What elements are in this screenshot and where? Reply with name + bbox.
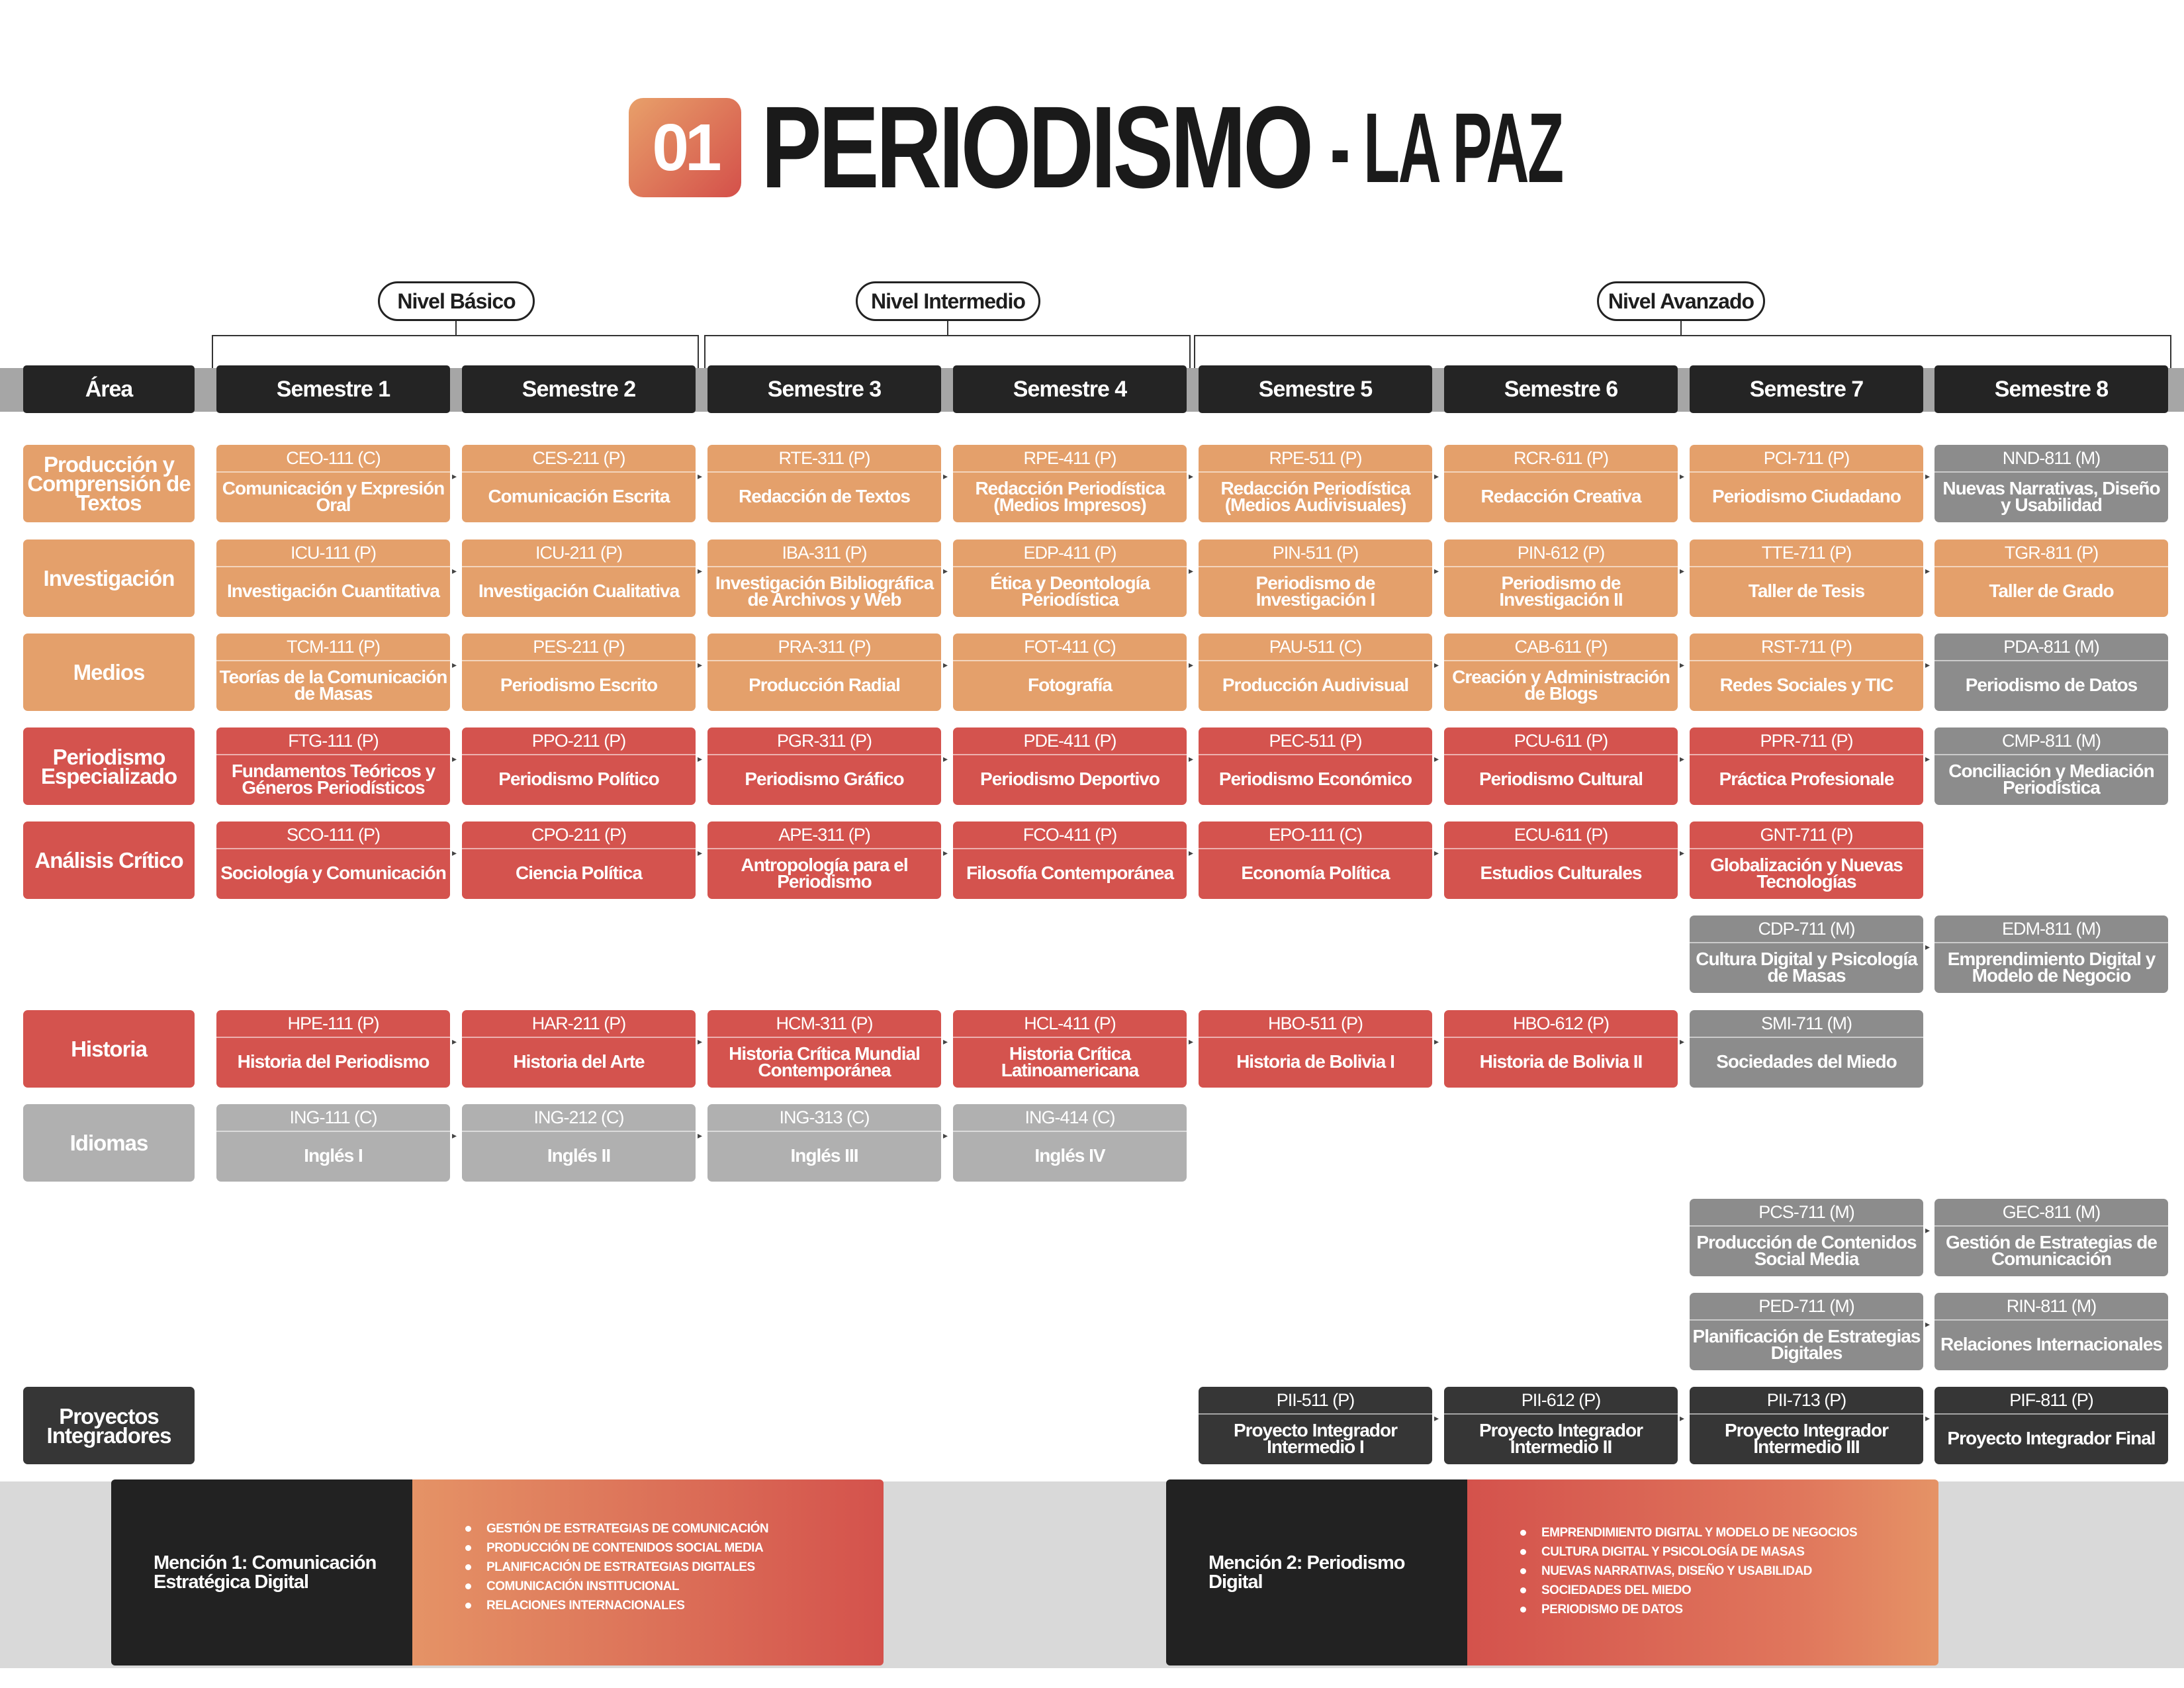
course-box[interactable] [216,1010,450,1088]
title-suffix-text: - LA PAZ [1330,91,1563,203]
mencion-2-item: SOCIEDADES DEL MIEDO [1520,1581,1938,1600]
mencion-1-item: GESTIÓN DE ESTRATEGIAS DE COMUNICACIÓN [465,1519,884,1538]
course-code: ING-111 (C) [216,1104,450,1132]
connector-arrow-icon: ▸ [698,753,703,764]
course-box[interactable] [216,539,450,617]
connector-arrow-icon: ▸ [1434,659,1439,670]
course-name: Gestión de Estrategias de Comunicación [1946,1231,2157,1269]
mencion-2-list-block [1467,1479,1938,1665]
course-box[interactable] [953,1010,1187,1088]
course-code: PIN-511 (P) [1199,539,1432,567]
mencion-1-item: PRODUCCIÓN DE CONTENIDOS SOCIAL MEDIA [465,1538,884,1558]
course-name: Periodismo Económico [1218,769,1412,789]
course-name: Comunicación Escrita [488,486,670,506]
mencion-2-item: CULTURA DIGITAL Y PSICOLOGÍA DE MASAS [1520,1542,1938,1562]
connector-arrow-icon: ▸ [1925,659,1931,670]
course-name: Periodismo de Datos [1965,675,2138,695]
course-code: PGR-311 (P) [707,727,941,755]
course-box[interactable] [1690,727,1923,805]
mencion-1-title-block [111,1479,412,1665]
course-box[interactable] [1690,1293,1923,1370]
course-code: CMP-811 (M) [1934,727,2168,755]
course-box[interactable] [1934,1199,2168,1276]
mencion-2-title-block [1166,1479,1467,1665]
course-box[interactable] [1199,1387,1432,1464]
mencion-2-item: NUEVAS NARRATIVAS, DISEÑO Y USABILIDAD [1520,1562,1938,1581]
course-box[interactable] [1690,1199,1923,1276]
course-name: Emprendimiento Digital y Modelo de Negocio [1947,948,2156,986]
course-code: TCM-111 (P) [216,633,450,661]
course-box[interactable] [953,727,1187,805]
course-name: Redacción Creativa [1480,486,1641,506]
course-box[interactable] [1934,915,2168,993]
course-name: Economía Política [1241,863,1390,883]
mencion-1-list [465,1519,884,1615]
course-name: Historia Crítica Mundial Contemporánea [729,1043,920,1080]
course-code: RPE-411 (P) [953,445,1187,473]
course-box[interactable] [953,445,1187,522]
course-box[interactable] [1199,633,1432,711]
connector-arrow-icon: ▸ [1434,1413,1439,1423]
course-name: Redes Sociales y TIC [1719,675,1893,695]
course-name: Nuevas Narrativas, Diseño y Usabilidad [1942,477,2160,515]
course-name: Producción de Contenidos Social Media [1696,1231,1917,1269]
course-box[interactable] [707,727,941,805]
course-code: CES-211 (P) [462,445,696,473]
course-box[interactable] [1444,539,1678,617]
course-name: Producción Audivisual [1222,675,1409,695]
course-code: PII-713 (P) [1690,1387,1923,1415]
connector-arrow-icon: ▸ [1925,1413,1931,1423]
course-code: EPO-111 (C) [1199,821,1432,849]
level-basic-stem [455,321,457,335]
course-box[interactable] [462,445,696,522]
course-name: Periodismo Ciudadano [1712,486,1901,506]
course-name: Redacción Periodística (Medios Audivisuales) [1220,477,1410,515]
course-box[interactable] [707,539,941,617]
course-box[interactable] [1690,1387,1923,1464]
course-code: HBO-612 (P) [1444,1010,1678,1038]
course-code: HAR-211 (P) [462,1010,696,1038]
connector-arrow-icon: ▸ [1434,471,1439,481]
level-intermediate-bracket [704,335,1191,369]
course-name: Investigación Bibliográfica de Archivos y Web [715,572,934,610]
connector-arrow-icon: ▸ [943,753,948,764]
course-name: Comunicación y Expresión Oral [222,477,445,515]
course-code: HCL-411 (P) [953,1010,1187,1038]
course-box[interactable] [707,445,941,522]
course-code: HBO-511 (P) [1199,1010,1432,1038]
course-code: CEO-111 (C) [216,445,450,473]
course-name: Ética y Deontología Periodística [990,572,1150,610]
course-name: Historia de Bolivia II [1479,1051,1643,1072]
course-name: Creación y Administración de Blogs [1452,666,1670,704]
course-code: APE-311 (P) [707,821,941,849]
course-box[interactable] [462,727,696,805]
course-code: TGR-811 (P) [1934,539,2168,567]
connector-arrow-icon: ▸ [452,565,457,576]
area-label: Periodismo Especializado [23,727,195,805]
course-code: ICU-211 (P) [462,539,696,567]
connector-arrow-icon: ▸ [943,565,948,576]
course-box[interactable] [1199,445,1432,522]
course-name: Conciliación y Mediación Periodística [1948,760,2154,798]
course-name: Periodismo Escrito [500,675,658,695]
course-name: Redacción de Textos [738,486,910,506]
connector-arrow-icon: ▸ [1680,847,1685,858]
mencion-1-title: Mención 1: Comunicación Estratégica Digital [154,1552,377,1593]
connector-arrow-icon: ▸ [943,1036,948,1047]
connector-arrow-icon: ▸ [698,847,703,858]
area-label: Investigación [23,539,195,617]
course-code: EDM-811 (M) [1934,915,2168,943]
course-name: Periodismo Gráfico [745,769,904,789]
connector-arrow-icon: ▸ [1680,659,1685,670]
course-box[interactable] [1199,821,1432,899]
course-code: PPR-711 (P) [1690,727,1923,755]
course-box[interactable] [462,821,696,899]
course-name: Cultura Digital y Psicología de Masas [1696,948,1917,986]
semester-header-6: Semestre 6 [1444,365,1678,413]
course-code: PES-211 (P) [462,633,696,661]
course-name: Historia de Bolivia I [1236,1051,1394,1072]
course-box[interactable] [1444,821,1678,899]
course-code: FCO-411 (P) [953,821,1187,849]
course-name: Ciencia Política [516,863,642,883]
course-box[interactable] [462,633,696,711]
course-code: CDP-711 (M) [1690,915,1923,943]
area-label: Proyectos Integradores [23,1387,195,1464]
course-name: Inglés IV [1034,1145,1105,1166]
course-code: PDE-411 (P) [953,727,1187,755]
course-code: PCI-711 (P) [1690,445,1923,473]
course-box[interactable] [1934,1387,2168,1464]
course-name: Planificación de Estrategias Digitales [1692,1325,1921,1363]
mencion-2-item: EMPRENDIMIENTO DIGITAL Y MODELO DE NEGOCIOS [1520,1523,1938,1542]
course-box[interactable] [1690,1010,1923,1088]
course-code: GEC-811 (M) [1934,1199,2168,1227]
area-label: Análisis Crítico [23,821,195,899]
course-box[interactable] [1934,1293,2168,1370]
course-code: RST-711 (P) [1690,633,1923,661]
course-code: CAB-611 (P) [1444,633,1678,661]
connector-arrow-icon: ▸ [943,659,948,670]
connector-arrow-icon: ▸ [452,659,457,670]
semester-header-4: Semestre 4 [953,365,1187,413]
course-name: Teorías de la Comunicación de Masas [219,666,447,704]
course-name: Relaciones Internacionales [1940,1334,2163,1354]
connector-arrow-icon: ▸ [452,1130,457,1141]
course-box[interactable] [1444,1010,1678,1088]
course-code: IBA-311 (P) [707,539,941,567]
course-box[interactable] [216,1104,450,1182]
course-code: FOT-411 (C) [953,633,1187,661]
connector-arrow-icon: ▸ [1925,1225,1931,1235]
connector-arrow-icon: ▸ [1680,565,1685,576]
course-name: Antropología para el Periodismo [741,854,908,892]
connector-arrow-icon: ▸ [698,1130,703,1141]
connector-arrow-icon: ▸ [1189,847,1194,858]
course-code: PED-711 (M) [1690,1293,1923,1321]
connector-arrow-icon: ▸ [1925,565,1931,576]
connector-arrow-icon: ▸ [1925,753,1931,764]
course-code: ING-414 (C) [953,1104,1187,1132]
level-basic-pill: Nivel Básico [378,281,535,321]
course-code: PAU-511 (C) [1199,633,1432,661]
course-box[interactable] [1690,633,1923,711]
course-box[interactable] [1934,445,2168,522]
connector-arrow-icon: ▸ [1434,847,1439,858]
area-label: Medios [23,633,195,711]
course-code: PIF-811 (P) [1934,1387,2168,1415]
title-main-text: PERIODISMO [761,83,1311,212]
course-name: Práctica Profesionale [1719,769,1894,789]
course-name: Fundamentos Teóricos y Géneros Periodísticos [231,760,435,798]
semester-header-2: Semestre 2 [462,365,696,413]
semester-header-8: Semestre 8 [1934,365,2168,413]
course-box[interactable] [707,821,941,899]
course-code: GNT-711 (P) [1690,821,1923,849]
course-code: ICU-111 (P) [216,539,450,567]
course-box[interactable] [1199,539,1432,617]
course-box[interactable] [1444,727,1678,805]
semester-header-3: Semestre 3 [707,365,941,413]
connector-arrow-icon: ▸ [698,471,703,481]
course-box[interactable] [1690,539,1923,617]
mencion-2-title: Mención 2: Periodismo Digital [1208,1552,1405,1593]
connector-arrow-icon: ▸ [452,847,457,858]
connector-arrow-icon: ▸ [698,565,703,576]
connector-arrow-icon: ▸ [698,1036,703,1047]
course-box[interactable] [1690,915,1923,993]
area-label: Producción y Comprensión de Textos [23,445,195,522]
connector-arrow-icon: ▸ [943,847,948,858]
course-box[interactable] [216,727,450,805]
connector-arrow-icon: ▸ [1434,753,1439,764]
mencion-1-item: COMUNICACIÓN INSTITUCIONAL [465,1577,884,1596]
page-title [761,85,1717,211]
course-name: Historia del Arte [513,1051,645,1072]
course-name: Redacción Periodística (Medios Impresos) [975,477,1165,515]
course-name: Inglés II [547,1145,611,1166]
course-code: RPE-511 (P) [1199,445,1432,473]
course-name: Inglés III [790,1145,858,1166]
connector-arrow-icon: ▸ [1925,941,1931,952]
course-box[interactable] [216,445,450,522]
course-name: Investigación Cuantitativa [227,581,439,601]
course-box[interactable] [1444,633,1678,711]
course-code: PEC-511 (P) [1199,727,1432,755]
course-code: TTE-711 (P) [1690,539,1923,567]
course-box[interactable] [1934,539,2168,617]
course-name: Proyecto Integrador Intermedio II [1479,1419,1643,1457]
mencion-2-list [1520,1523,1938,1619]
course-name: Periodismo de Investigación II [1499,572,1623,610]
course-name: Periodismo Deportivo [980,769,1160,789]
connector-arrow-icon: ▸ [1189,565,1194,576]
course-name: Filosofía Contemporánea [966,863,1174,883]
area-label: Historia [23,1010,195,1088]
course-box[interactable] [1444,445,1678,522]
course-box[interactable] [462,539,696,617]
course-box[interactable] [1199,1010,1432,1088]
course-code: HPE-111 (P) [216,1010,450,1038]
level-advanced-pill: Nivel Avanzado [1597,281,1765,321]
semester-header-1: Semestre 1 [216,365,450,413]
connector-arrow-icon: ▸ [452,753,457,764]
course-code: EDP-411 (P) [953,539,1187,567]
course-box[interactable] [216,633,450,711]
course-name: Sociología y Comunicación [220,863,446,883]
course-code: RIN-811 (M) [1934,1293,2168,1321]
course-box[interactable] [707,633,941,711]
course-name: Proyecto Integrador Final [1947,1428,2156,1448]
course-code: PRA-311 (P) [707,633,941,661]
course-code: ING-212 (C) [462,1104,696,1132]
course-name: Periodismo Político [498,769,659,789]
connector-arrow-icon: ▸ [1680,753,1685,764]
header-area: Área [23,365,195,413]
connector-arrow-icon: ▸ [1680,471,1685,481]
connector-arrow-icon: ▸ [1925,471,1931,481]
connector-arrow-icon: ▸ [943,1130,948,1141]
course-name: Periodismo de Investigación I [1255,572,1375,610]
connector-arrow-icon: ▸ [1189,659,1194,670]
course-box[interactable] [1934,633,2168,711]
area-label: Idiomas [23,1104,195,1182]
mencion-2-item: PERIODISMO DE DATOS [1520,1600,1938,1619]
course-code: PPO-211 (P) [462,727,696,755]
connector-arrow-icon: ▸ [1434,1036,1439,1047]
level-advanced-stem [1680,321,1682,335]
course-name: Estudios Culturales [1480,863,1642,883]
course-code: PCS-711 (M) [1690,1199,1923,1227]
course-box[interactable] [1934,727,2168,805]
course-name: Producción Radial [749,675,900,695]
course-code: SMI-711 (M) [1690,1010,1923,1038]
course-code: CPO-211 (P) [462,821,696,849]
course-name: Taller de Tesis [1748,581,1865,601]
connector-arrow-icon: ▸ [943,471,948,481]
course-name: Fotografía [1028,675,1112,695]
mencion-1-item: PLANIFICACIÓN DE ESTRATEGIAS DIGITALES [465,1558,884,1577]
course-box[interactable] [1690,445,1923,522]
connector-arrow-icon: ▸ [452,471,457,481]
course-name: Periodismo Cultural [1479,769,1643,789]
course-box[interactable] [462,1104,696,1182]
course-name: Proyecto Integrador Intermedio I [1233,1419,1398,1457]
connector-arrow-icon: ▸ [1434,565,1439,576]
course-code: ING-313 (C) [707,1104,941,1132]
course-code: PIN-612 (P) [1444,539,1678,567]
level-basic-bracket [212,335,699,369]
course-box[interactable] [707,1010,941,1088]
connector-arrow-icon: ▸ [1925,1319,1931,1329]
level-intermediate-stem [947,321,948,335]
connector-arrow-icon: ▸ [1189,1036,1194,1047]
course-code: PII-511 (P) [1199,1387,1432,1415]
course-box[interactable] [1690,821,1923,899]
course-box[interactable] [216,821,450,899]
course-code: ECU-611 (P) [1444,821,1678,849]
connector-arrow-icon: ▸ [452,1036,457,1047]
course-name: Proyecto Integrador Intermedio III [1724,1419,1889,1457]
mencion-1-item: RELACIONES INTERNACIONALES [465,1596,884,1615]
level-intermediate-pill: Nivel Intermedio [856,281,1040,321]
course-code: NND-811 (M) [1934,445,2168,473]
course-name: Taller de Grado [1989,581,2114,601]
course-name: Investigación Cualitativa [478,581,680,601]
course-code: RTE-311 (P) [707,445,941,473]
course-code: FTG-111 (P) [216,727,450,755]
semester-header-7: Semestre 7 [1690,365,1923,413]
course-box[interactable] [953,539,1187,617]
connector-arrow-icon: ▸ [1680,1413,1685,1423]
course-code: SCO-111 (P) [216,821,450,849]
mencion-1-list-block [412,1479,884,1665]
course-name: Historia Crítica Latinoamericana [1001,1043,1139,1080]
course-code: HCM-311 (P) [707,1010,941,1038]
course-box[interactable] [462,1010,696,1088]
connector-arrow-icon: ▸ [698,659,703,670]
course-name: Inglés I [304,1145,363,1166]
course-code: RCR-611 (P) [1444,445,1678,473]
course-code: PII-612 (P) [1444,1387,1678,1415]
course-box[interactable] [953,821,1187,899]
course-box[interactable] [953,633,1187,711]
course-box[interactable] [1199,727,1432,805]
connector-arrow-icon: ▸ [1680,1036,1685,1047]
connector-arrow-icon: ▸ [1189,753,1194,764]
course-name: Sociedades del Miedo [1716,1051,1897,1072]
title-badge: 01 [629,98,741,197]
course-box[interactable] [707,1104,941,1182]
course-name: Globalización y Nuevas Tecnologías [1710,854,1903,892]
course-code: PCU-611 (P) [1444,727,1678,755]
course-box[interactable] [953,1104,1187,1182]
semester-header-5: Semestre 5 [1199,365,1432,413]
course-name: Historia del Periodismo [237,1051,430,1072]
course-box[interactable] [1444,1387,1678,1464]
level-advanced-bracket [1194,335,2171,369]
connector-arrow-icon: ▸ [1189,471,1194,481]
course-code: PDA-811 (M) [1934,633,2168,661]
